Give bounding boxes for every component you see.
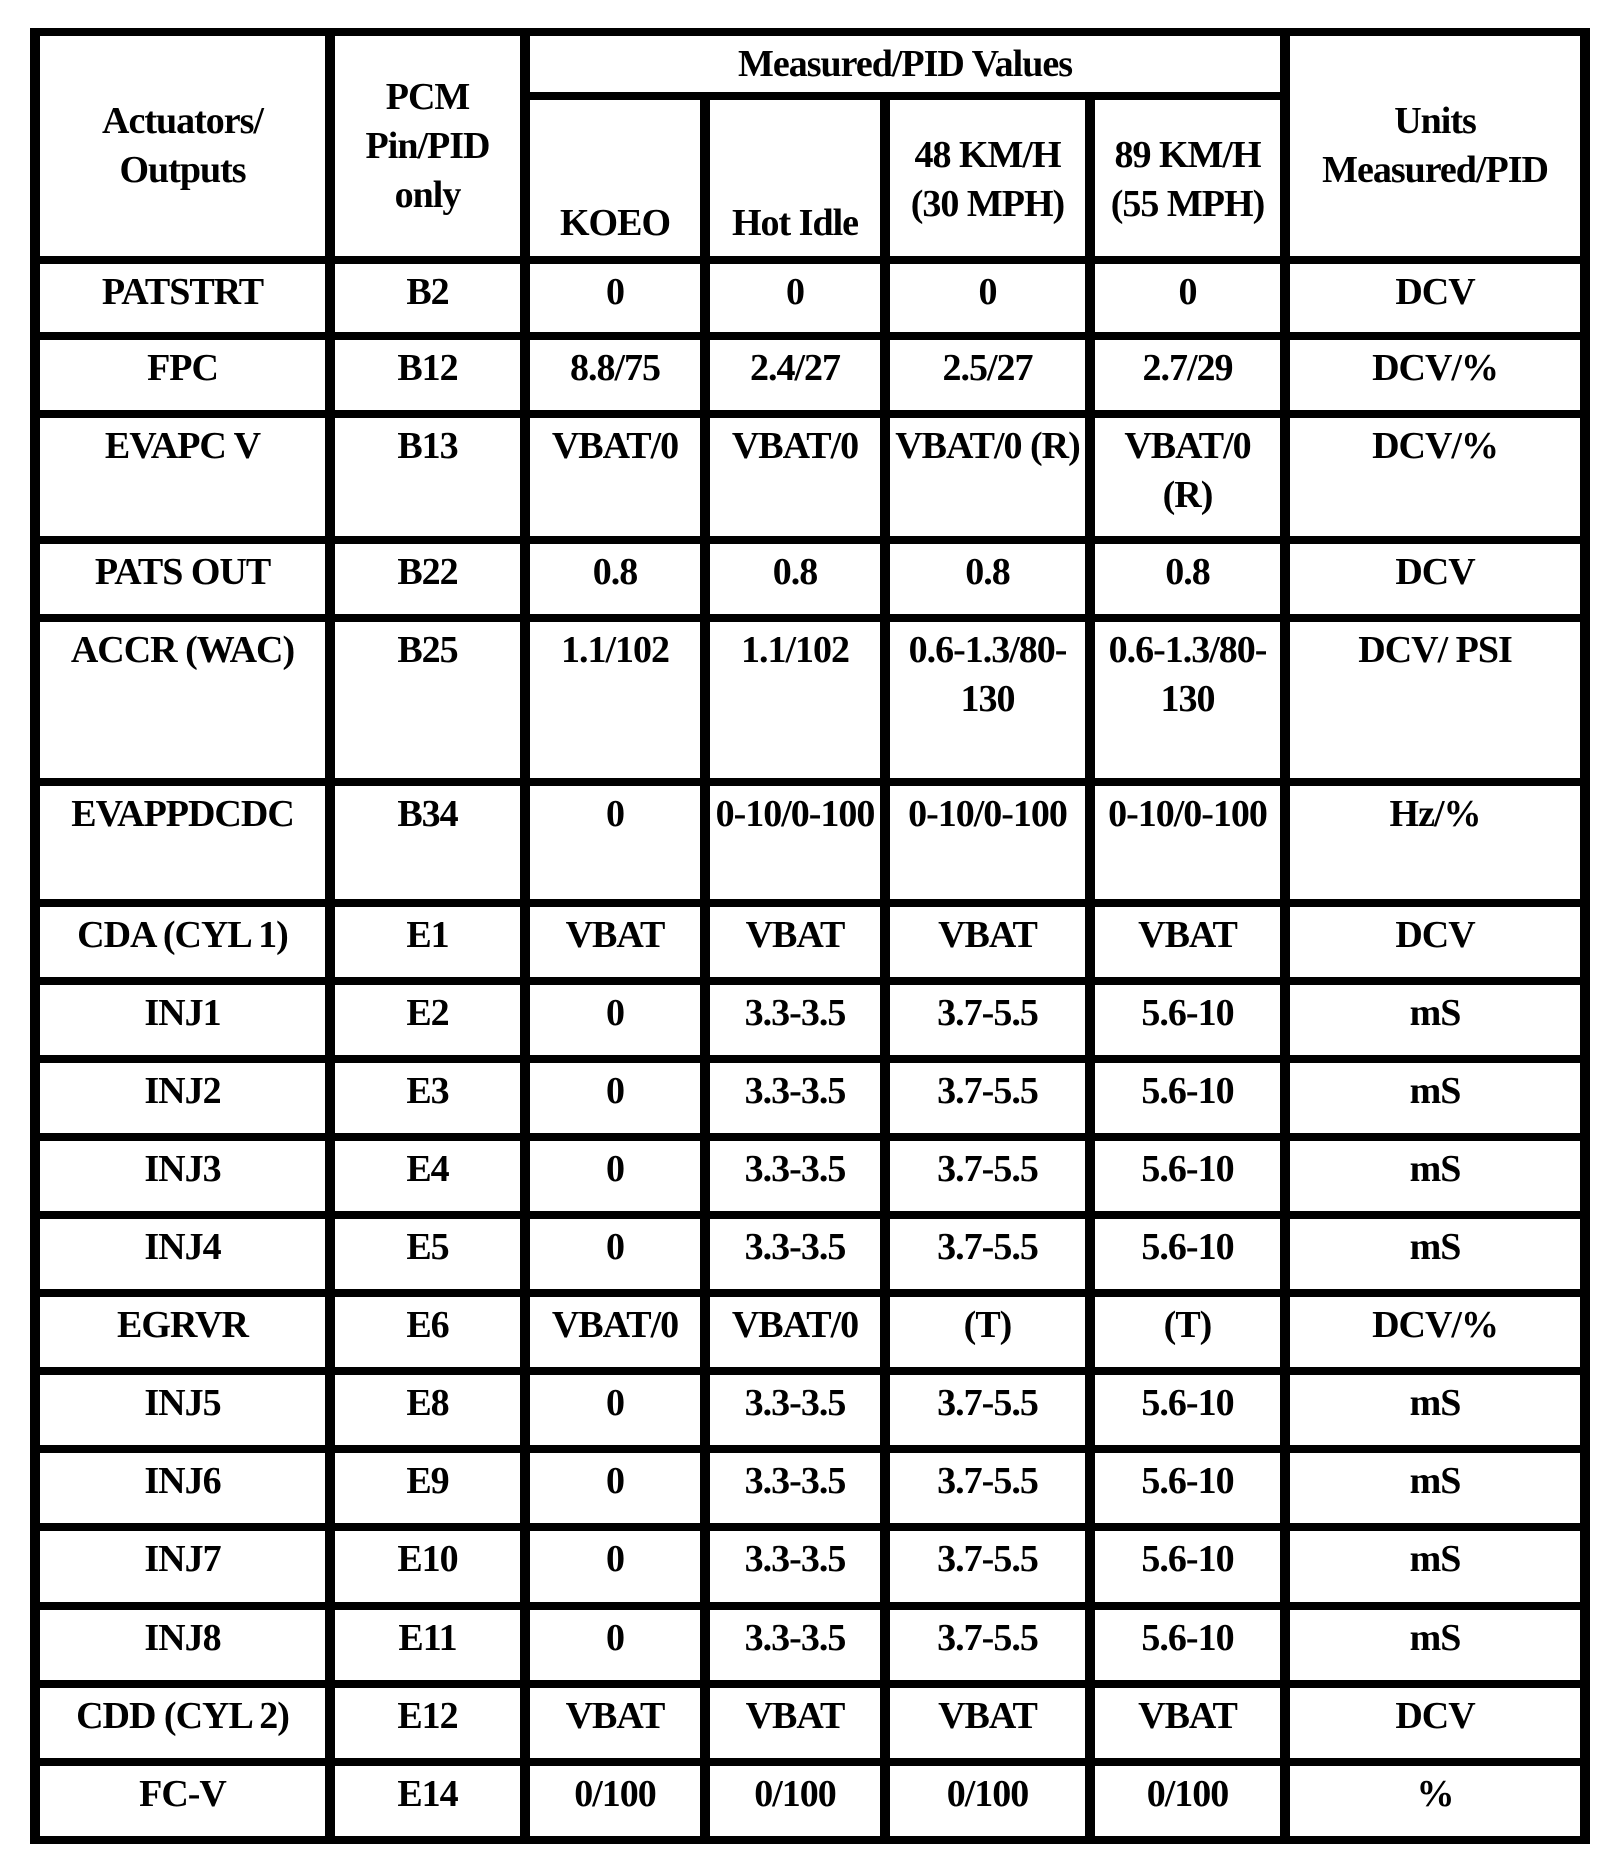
cell-pin: E5 [335, 1219, 520, 1289]
cell-units: DCV [1290, 907, 1580, 977]
cell-actuator: INJ7 [40, 1531, 325, 1601]
cell-89-kmh: 5.6-10 [1095, 985, 1280, 1055]
cell-pin: B22 [335, 544, 520, 614]
cell-pin: E12 [335, 1688, 520, 1758]
pid-values-table [30, 28, 1590, 1844]
cell-units: mS [1290, 1453, 1580, 1523]
cell-48-kmh: 3.7-5.5 [890, 985, 1085, 1055]
cell-koeo: 0 [530, 1063, 700, 1133]
cell-actuator: FPC [40, 340, 325, 410]
cell-89-kmh: 0 [1095, 264, 1280, 332]
cell-koeo: VBAT [530, 907, 700, 977]
cell-48-kmh: 3.7-5.5 [890, 1375, 1085, 1445]
header-hot-idle: Hot Idle [710, 100, 880, 256]
cell-units: DCV [1290, 1688, 1580, 1758]
cell-89-kmh: 5.6-10 [1095, 1610, 1280, 1680]
cell-units: % [1290, 1766, 1580, 1836]
cell-actuator: INJ3 [40, 1141, 325, 1211]
cell-pin: E9 [335, 1453, 520, 1523]
cell-units: mS [1290, 1531, 1580, 1601]
cell-actuator: FC-V [40, 1766, 325, 1836]
cell-48-kmh: 3.7-5.5 [890, 1531, 1085, 1601]
cell-actuator: INJ8 [40, 1610, 325, 1680]
cell-units: DCV/% [1290, 1297, 1580, 1367]
cell-hot-idle: VBAT [710, 1688, 880, 1758]
cell-units: DCV/% [1290, 418, 1580, 536]
table-row [40, 1219, 1580, 1289]
header-pcm-pin: PCM Pin/PID only [335, 36, 520, 256]
header-units: Units Measured/PID [1290, 36, 1580, 256]
cell-hot-idle: 3.3-3.5 [710, 1375, 880, 1445]
cell-actuator: EVAPPDCDC [40, 786, 325, 899]
cell-units: Hz/% [1290, 786, 1580, 899]
header-koeo: KOEO [530, 100, 700, 256]
cell-koeo: 0/100 [530, 1766, 700, 1836]
cell-89-kmh: 0.6-1.3/80-130 [1095, 622, 1280, 778]
cell-hot-idle: 1.1/102 [710, 622, 880, 778]
table-row [40, 907, 1580, 977]
table-row [40, 786, 1580, 899]
cell-48-kmh: 3.7-5.5 [890, 1453, 1085, 1523]
header-actuators: Actuators/ Outputs [40, 36, 325, 256]
header-89-kmh: 89 KM/H (55 MPH) [1095, 100, 1280, 256]
cell-koeo: 8.8/75 [530, 340, 700, 410]
cell-89-kmh: 0/100 [1095, 1766, 1280, 1836]
cell-hot-idle: 0 [710, 264, 880, 332]
cell-hot-idle: 0/100 [710, 1766, 880, 1836]
cell-actuator: INJ5 [40, 1375, 325, 1445]
cell-actuator: CDD (CYL 2) [40, 1688, 325, 1758]
cell-pin: B2 [335, 264, 520, 332]
cell-48-kmh: 0-10/0-100 [890, 786, 1085, 899]
cell-hot-idle: 3.3-3.5 [710, 1219, 880, 1289]
cell-koeo: VBAT/0 [530, 418, 700, 536]
cell-units: mS [1290, 1063, 1580, 1133]
cell-89-kmh: 0.8 [1095, 544, 1280, 614]
cell-48-kmh: 0 [890, 264, 1085, 332]
cell-pin: E10 [335, 1531, 520, 1601]
cell-pin: B12 [335, 340, 520, 410]
cell-koeo: 0 [530, 1531, 700, 1601]
cell-89-kmh: VBAT [1095, 907, 1280, 977]
cell-koeo: 0 [530, 264, 700, 332]
cell-48-kmh: VBAT [890, 907, 1085, 977]
cell-pin: E2 [335, 985, 520, 1055]
header-row-top [40, 36, 1580, 92]
cell-actuator: PATSTRT [40, 264, 325, 332]
table-row [40, 1610, 1580, 1680]
cell-hot-idle: VBAT/0 [710, 1297, 880, 1367]
table-row [40, 1688, 1580, 1758]
cell-koeo: 0.8 [530, 544, 700, 614]
table-row [40, 1141, 1580, 1211]
cell-pin: B25 [335, 622, 520, 778]
cell-89-kmh: 5.6-10 [1095, 1375, 1280, 1445]
cell-hot-idle: 2.4/27 [710, 340, 880, 410]
table-row [40, 1453, 1580, 1523]
table-row [40, 544, 1580, 614]
cell-89-kmh: VBAT [1095, 1688, 1280, 1758]
cell-koeo: 0 [530, 985, 700, 1055]
table-row [40, 264, 1580, 332]
cell-hot-idle: 0-10/0-100 [710, 786, 880, 899]
cell-pin: E14 [335, 1766, 520, 1836]
cell-48-kmh: 3.7-5.5 [890, 1063, 1085, 1133]
cell-actuator: PATS OUT [40, 544, 325, 614]
cell-koeo: 0 [530, 786, 700, 899]
cell-units: DCV [1290, 544, 1580, 614]
cell-units: mS [1290, 1141, 1580, 1211]
cell-89-kmh: 2.7/29 [1095, 340, 1280, 410]
cell-koeo: 1.1/102 [530, 622, 700, 778]
table-body [40, 264, 1580, 1836]
cell-koeo: 0 [530, 1453, 700, 1523]
cell-89-kmh: 5.6-10 [1095, 1453, 1280, 1523]
table-row [40, 622, 1580, 778]
cell-pin: B34 [335, 786, 520, 899]
cell-actuator: INJ1 [40, 985, 325, 1055]
cell-actuator: INJ2 [40, 1063, 325, 1133]
table-row [40, 1297, 1580, 1367]
cell-48-kmh: 3.7-5.5 [890, 1219, 1085, 1289]
cell-units: DCV/% [1290, 340, 1580, 410]
cell-pin: E4 [335, 1141, 520, 1211]
cell-koeo: 0 [530, 1610, 700, 1680]
table-row [40, 340, 1580, 410]
cell-units: DCV/ PSI [1290, 622, 1580, 778]
header-48-kmh: 48 KM/H (30 MPH) [890, 100, 1085, 256]
cell-pin: E8 [335, 1375, 520, 1445]
cell-koeo: VBAT [530, 1688, 700, 1758]
cell-48-kmh: 0/100 [890, 1766, 1085, 1836]
cell-48-kmh: 2.5/27 [890, 340, 1085, 410]
header-measured-pid-values: Measured/PID Values [530, 36, 1280, 92]
cell-48-kmh: 3.7-5.5 [890, 1141, 1085, 1211]
cell-pin: E6 [335, 1297, 520, 1367]
cell-units: mS [1290, 985, 1580, 1055]
cell-koeo: VBAT/0 [530, 1297, 700, 1367]
cell-actuator: CDA (CYL 1) [40, 907, 325, 977]
table-row [40, 985, 1580, 1055]
table-row [40, 1063, 1580, 1133]
cell-pin: E3 [335, 1063, 520, 1133]
cell-48-kmh: VBAT/0 (R) [890, 418, 1085, 536]
cell-48-kmh: 0.6-1.3/80-130 [890, 622, 1085, 778]
cell-units: mS [1290, 1610, 1580, 1680]
table-row [40, 1375, 1580, 1445]
cell-units: mS [1290, 1375, 1580, 1445]
cell-hot-idle: 0.8 [710, 544, 880, 614]
table-header [40, 36, 1580, 256]
cell-89-kmh: 5.6-10 [1095, 1141, 1280, 1211]
table-row [40, 418, 1580, 536]
cell-48-kmh: VBAT [890, 1688, 1085, 1758]
cell-units: DCV [1290, 264, 1580, 332]
cell-89-kmh: (T) [1095, 1297, 1280, 1367]
cell-actuator: INJ4 [40, 1219, 325, 1289]
cell-hot-idle: 3.3-3.5 [710, 985, 880, 1055]
cell-koeo: 0 [530, 1375, 700, 1445]
table-row [40, 1531, 1580, 1601]
cell-koeo: 0 [530, 1219, 700, 1289]
cell-89-kmh: 5.6-10 [1095, 1219, 1280, 1289]
cell-hot-idle: 3.3-3.5 [710, 1453, 880, 1523]
cell-hot-idle: VBAT/0 [710, 418, 880, 536]
cell-89-kmh: 5.6-10 [1095, 1063, 1280, 1133]
cell-pin: B13 [335, 418, 520, 536]
cell-48-kmh: 0.8 [890, 544, 1085, 614]
cell-hot-idle: 3.3-3.5 [710, 1610, 880, 1680]
cell-actuator: EGRVR [40, 1297, 325, 1367]
cell-actuator: INJ6 [40, 1453, 325, 1523]
cell-pin: E11 [335, 1610, 520, 1680]
cell-89-kmh: VBAT/0 (R) [1095, 418, 1280, 536]
cell-actuator: ACCR (WAC) [40, 622, 325, 778]
cell-48-kmh: 3.7-5.5 [890, 1610, 1085, 1680]
table-row [40, 1766, 1580, 1836]
cell-hot-idle: VBAT [710, 907, 880, 977]
cell-koeo: 0 [530, 1141, 700, 1211]
cell-hot-idle: 3.3-3.5 [710, 1063, 880, 1133]
cell-hot-idle: 3.3-3.5 [710, 1531, 880, 1601]
cell-actuator: EVAPC V [40, 418, 325, 536]
cell-hot-idle: 3.3-3.5 [710, 1141, 880, 1211]
cell-pin: E1 [335, 907, 520, 977]
cell-89-kmh: 0-10/0-100 [1095, 786, 1280, 899]
cell-48-kmh: (T) [890, 1297, 1085, 1367]
cell-units: mS [1290, 1219, 1580, 1289]
cell-89-kmh: 5.6-10 [1095, 1531, 1280, 1601]
